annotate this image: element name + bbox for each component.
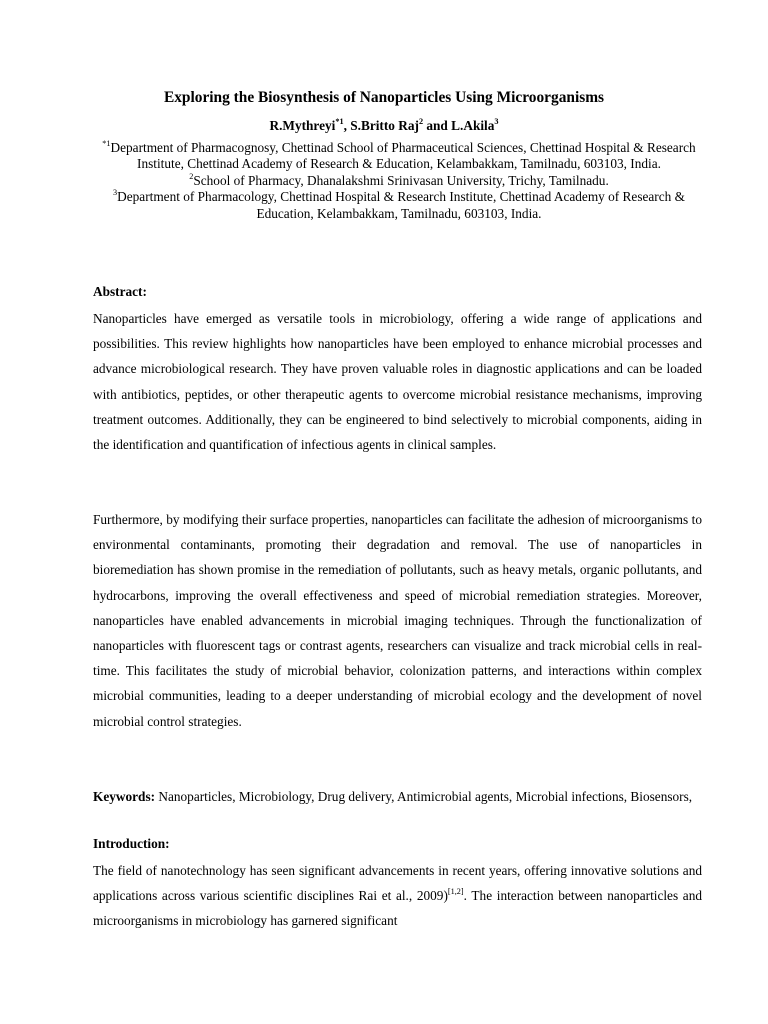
abstract-paragraph-2: Furthermore, by modifying their surface properties, nanoparticles can facilitate the adhesion of microorganisms to environmental contaminants, promoting their degradation and removal. The use of nanoparticles in bioremediation has shown promise in the remediation of pollutants, such as heavy metals, organic pollutants, and hydrocarbons, improving the overall effectiveness and speed of microbial remediation strategies. Moreover, nanoparticles have enabled advancements in microbial imaging techniques. Through the functionalization of nanoparticles with fluorescent tags or contrast agents, researchers can visualize and track microbial cells in real-time. This facilitates the study of microbial behavior, colonization patterns, and interactions within complex microbial communities, leading to a deeper understanding of microbial ecology and the development of novel microbial control strategies.: [93, 512, 702, 729]
introduction-heading: Introduction:: [93, 836, 170, 851]
affiliation-1: [100, 140, 698, 173]
author-line: [0, 118, 768, 134]
affiliation-2: [100, 173, 698, 189]
author-2-sup: 2: [418, 116, 424, 126]
author-3-name: L.Akila: [451, 118, 495, 133]
introduction-text-a: The field of nanotechnology has seen significant advancements in recent years, offering innovative solutions and applications across various scientific disciplines Rai et al., 2009): [93, 863, 702, 904]
paper-title: Exploring the Biosynthesis of Nanoparticles Using Microorganisms: [163, 89, 605, 106]
author-separator: and: [423, 118, 452, 133]
affiliation-2-sup: 2: [189, 171, 194, 181]
affiliation-3-text: Department of Pharmacology, Chettinad Hospital & Research Institute, Chettinad Academy of Research & Education, Kelambakkam, Tamilnadu, 603103, India.: [117, 189, 685, 221]
keywords: [93, 784, 702, 809]
affiliations: [100, 140, 698, 222]
author-1-sup: *1: [335, 116, 344, 126]
abstract-paragraph-1: Nanoparticles have emerged as versatile tools in microbiology, offering a wide range of applications and possibilities. This review highlights how nanoparticles have been employed to enhance microbial processes and advance microbiological research. They have proven valuable roles in diagnostic applications and can be loaded with antibiotics, peptides, or other therapeutic agents to overcome microbial resistance mechanisms, improving treatment outcomes. Additionally, they can be engineered to bind selectively to microbial components, aiding in the identification and quantification of infectious agents in clinical samples.: [93, 311, 702, 453]
affiliation-1-text: Department of Pharmacognosy, Chettinad School of Pharmaceutical Sciences, Chettinad Hospital & Research Institute, Chettinad Academy of Research & Education, Kelambakkam, Tamilnadu, 603103, India.: [110, 140, 696, 172]
affiliation-3-sup: 3: [113, 187, 118, 197]
affiliation-2-text: School of Pharmacy, Dhanalakshmi Srinivasan University, Trichy, Tamilnadu.: [193, 172, 609, 188]
introduction-paragraph: [93, 858, 702, 934]
affiliation-3: [100, 189, 698, 222]
citation: [1,2]: [447, 886, 464, 896]
author-1-name: R.Mythreyi: [269, 118, 336, 133]
keywords-label: Keywords:: [93, 789, 156, 804]
author-2-name: S.Britto Raj: [350, 118, 419, 133]
author-3-sup: 3: [494, 116, 499, 126]
author-separator: ,: [343, 118, 351, 133]
introduction-text-b: . The interaction between nanoparticles and microorganisms in microbiology has garnered significant: [93, 888, 702, 929]
abstract-heading: Abstract:: [93, 284, 147, 299]
affiliation-1-sup: *1: [102, 138, 111, 148]
keywords-text: Nanoparticles, Microbiology, Drug delivery, Antimicrobial agents, Microbial infections, Biosensors,: [155, 789, 693, 804]
